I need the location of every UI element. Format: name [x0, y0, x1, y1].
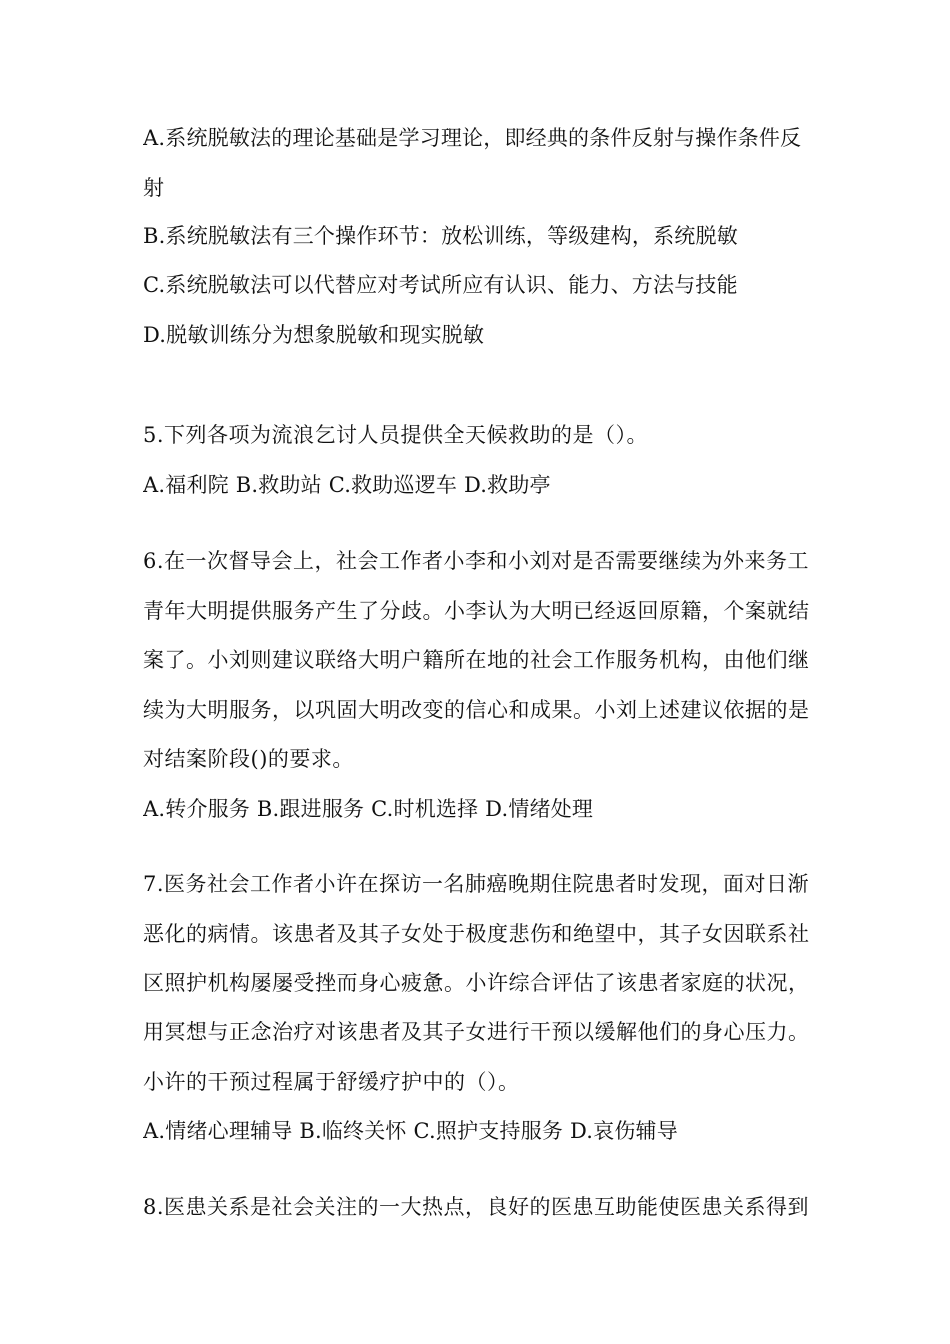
question-4-option-c: C.系统脱敏法可以代替应对考试所应有认识、能力、方法与技能: [143, 273, 738, 297]
question-4-option-b: B.系统脱敏法有三个操作环节：放松训练，等级建构，系统脱敏: [143, 224, 738, 248]
question-6-stem-line-2: 青年大明提供服务产生了分歧。小李认为大明已经返回原籍，个案就结: [143, 599, 810, 623]
question-7-options: A.情绪心理辅导 B.临终关怀 C.照护支持服务 D.哀伤辅导: [143, 1119, 678, 1143]
question-4-option-a-line-1: A.系统脱敏法的理论基础是学习理论，即经典的条件反射与操作条件反: [143, 126, 802, 150]
question-5-stem-line-1: 5.下列各项为流浪乞讨人员提供全天候救助的是（）。: [143, 423, 649, 447]
question-7-stem-line-1: 7.医务社会工作者小许在探访一名肺癌晚期住院患者时发现，面对日渐: [143, 872, 810, 896]
question-6-stem-line-1: 6.在一次督导会上，社会工作者小李和小刘对是否需要继续为外来务工: [143, 549, 810, 573]
question-6-stem-line-3: 案了。小刘则建议联络大明户籍所在地的社会工作服务机构，由他们继: [143, 648, 810, 672]
question-4-option-d: D.脱敏训练分为想象脱敏和现实脱敏: [143, 323, 485, 347]
question-6-stem-line-5: 对结案阶段()的要求。: [143, 747, 354, 771]
question-6-stem-line-4: 续为大明服务，以巩固大明改变的信心和成果。小刘上述建议依据的是: [143, 698, 810, 722]
question-4-option-a-line-2: 射: [143, 176, 165, 200]
question-5-options: A.福利院 B.救助站 C.救助巡逻车 D.救助亭: [143, 473, 551, 497]
question-8-stem-line-1: 8.医患关系是社会关注的一大热点，良好的医患互助能使医患关系得到: [143, 1195, 810, 1219]
question-7-stem-line-3: 区照护机构屡屡受挫而身心疲惫。小许综合评估了该患者家庭的状况，: [143, 971, 810, 995]
question-7-stem-line-5: 小许的干预过程属于舒缓疗护中的（）。: [143, 1070, 520, 1094]
question-7-stem-line-2: 恶化的病情。该患者及其子女处于极度悲伤和绝望中，其子女因联系社: [143, 922, 810, 946]
question-6-options: A.转介服务 B.跟进服务 C.时机选择 D.情绪处理: [143, 797, 594, 821]
question-7-stem-line-4: 用冥想与正念治疗对该患者及其子女进行干预以缓解他们的身心压力。: [143, 1020, 810, 1044]
